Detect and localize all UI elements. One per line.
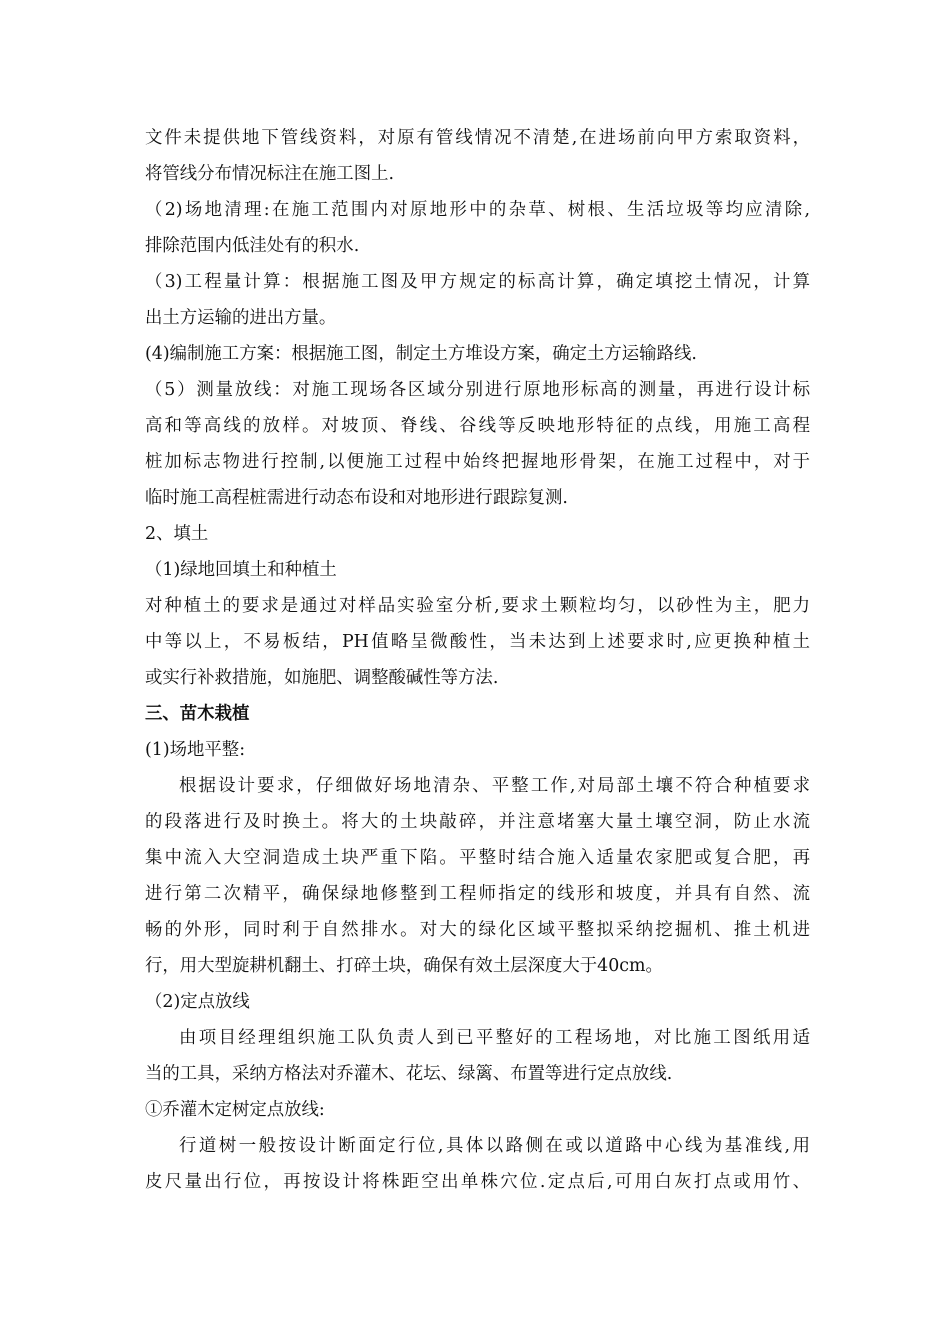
paragraph-line: （5）测量放线：对施工现场各区域分别进行原地形标高的测量，再进行设计标	[145, 380, 810, 400]
subsection-heading: （2)定点放线	[145, 992, 250, 1012]
paragraph-line: 高和等高线的放样。对坡顶、脊线、谷线等反映地形特征的点线，用施工高程	[145, 416, 810, 436]
paragraph-line: 文件未提供地下管线资料，对原有管线情况不清楚,在进场前向甲方索取资料，	[145, 128, 810, 148]
document-body	[145, 120, 810, 1200]
chapter-heading: 三、苗木栽植	[145, 704, 250, 724]
paragraph-line: 将管线分布情况标注在施工图上.	[145, 164, 394, 184]
paragraph-line: （3)工程量计算：根据施工图及甲方规定的标高计算，确定填挖土情况，计算	[145, 272, 810, 292]
paragraph-line: （2)场地清理:在施工范围内对原地形中的杂草、树根、生活垃圾等均应清除,	[145, 200, 810, 220]
paragraph-line: 中等以上，不易板结，PH值略呈微酸性，当未达到上述要求时,应更换种植土	[145, 632, 810, 652]
paragraph-line: 集中流入大空洞造成土块严重下陷。平整时结合施入适量农家肥或复合肥，再	[145, 848, 810, 868]
paragraph-line: 出土方运输的进出方量。	[145, 308, 337, 328]
subsection-heading: ①乔灌木定树定点放线:	[145, 1100, 325, 1120]
paragraph-line: 由项目经理组织施工队负责人到已平整好的工程场地，对比施工图纸用适	[179, 1028, 810, 1048]
subsection-heading: (1)场地平整:	[145, 740, 246, 760]
paragraph-line: 的段落进行及时换土。将大的土块敲碎，并注意堵塞大量土壤空洞，防止水流	[145, 812, 810, 832]
paragraph-line: 进行第二次精平，确保绿地修整到工程师指定的线形和坡度，并具有自然、流	[145, 884, 810, 904]
section-heading: 2、填土	[145, 524, 209, 544]
paragraph-line: 畅的外形，同时利于自然排水。对大的绿化区域平整拟采纳挖掘机、推土机进	[145, 920, 810, 940]
paragraph-line: 行，用大型旋耕机翻土、打碎土块，确保有效土层深度大于40cm。	[145, 956, 663, 976]
paragraph-line: 当的工具，采纳方格法对乔灌木、花坛、绿篱、布置等进行定点放线.	[145, 1064, 673, 1084]
paragraph-line: 行道树一般按设计断面定行位,具体以路侧在或以道路中心线为基准线,用	[179, 1136, 810, 1156]
paragraph-line: 对种植土的要求是通过对样品实验室分析,要求土颗粒均匀，以砂性为主，肥力	[145, 596, 810, 616]
paragraph-line: 根据设计要求，仔细做好场地清杂、平整工作,对局部土壤不符合种植要求	[179, 776, 810, 796]
paragraph-line: 排除范围内低洼处有的积水.	[145, 236, 360, 256]
paragraph-line: (4)编制施工方案：根据施工图，制定土方堆设方案，确定土方运输路线.	[145, 344, 697, 364]
paragraph-line: 桩加标志物进行控制,以便施工过程中始终把握地形骨架，在施工过程中，对于	[145, 452, 810, 472]
subsection-heading: （1)绿地回填土和种植土	[145, 560, 337, 580]
paragraph-line: 皮尺量出行位，再按设计将株距空出单株穴位.定点后,可用白灰打点或用竹、	[145, 1172, 810, 1192]
paragraph-line: 或实行补救措施，如施肥、调整酸碱性等方法.	[145, 668, 499, 688]
paragraph-line: 临时施工高程桩需进行动态布设和对地形进行跟踪复测.	[145, 488, 568, 508]
